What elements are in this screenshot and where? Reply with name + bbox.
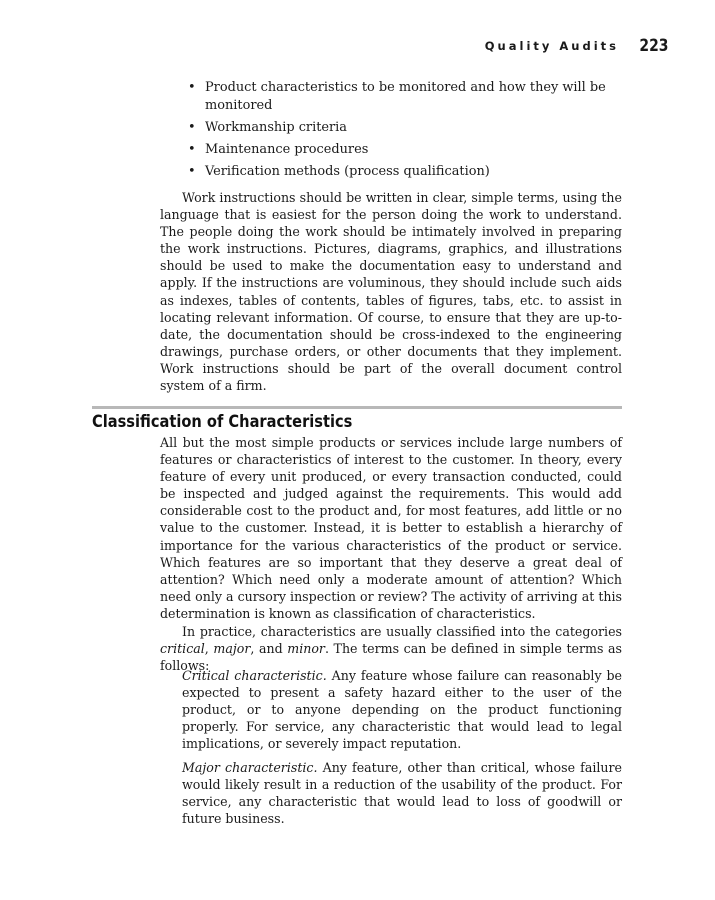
major-text: Any feature, other than critical, whose failure would likely result in a reduction of the usability of the product. For service, any characteristic that would lead to loss of goodwill or future business. — [182, 760, 622, 827]
section-heading: Classification of Characteristics — [92, 412, 353, 432]
bullet-item: • Workmanship criteria — [188, 119, 622, 137]
page-number: 223 — [638, 36, 668, 56]
major-characteristic-definition — [182, 759, 622, 827]
practice-comma: , — [204, 641, 214, 657]
running-head — [0, 36, 715, 58]
term-minor: minor — [287, 641, 325, 657]
section-rule — [92, 406, 622, 409]
critical-term: Critical characteristic. — [182, 668, 327, 683]
practice-lead: In practice, characteristics are usually classified into the categories — [182, 624, 622, 639]
term-critical: critical — [160, 641, 205, 657]
critical-text: Any feature whose failure can reasonably be expected to present a safety hazard either to the user of the product, or to anyone depending on the product functioning properly. For service, any characteristic that would lead to legal implications, or severely impact reputation. — [182, 668, 622, 752]
work-instructions-paragraph: Work instructions should be written in clear, simple terms, using the language that is easiest for the person doing the work to understand. The people doing the work should be intimately involved in preparing the work instructions. Pictures, diagrams, graphics, and illustrations should be used to make the documentation easy to understand and apply. If the instructions are voluminous, they should include such aids as indexes, tables of contents, tables of figures, tabs, etc. to assist in locating relevant information. Of course, to ensure that they are up-to-date, the documentation should be cross-indexed to the engineering drawings, purchase orders, or other documents that they implement. Work instructions should be part of the overall document control system of a firm. — [160, 190, 622, 394]
practice-tail: . The terms can be defined in simple terms as follows: — [160, 641, 622, 674]
critical-characteristic-definition — [182, 667, 622, 752]
practice-and: , and — [250, 641, 288, 657]
bullet-item: • Verification methods (process qualification) — [188, 163, 622, 181]
major-term: Major characteristic. — [182, 760, 318, 775]
bullet-item: • Maintenance procedures — [188, 141, 622, 159]
bullet-item: • Product characteristics to be monitored and how they will be monitored — [188, 79, 622, 114]
term-major: major — [213, 641, 251, 657]
running-title: Quality Audits — [484, 39, 619, 53]
bullet-list — [188, 79, 622, 185]
classification-intro-paragraph: All but the most simple products or services include large numbers of features or characteristics of interest to the customer. In theory, every feature of every unit produced, or every transaction conducted, could be inspected and judged against the requirements. This would add considerable cost to the product and, for most features, add little or no value to the customer. Instead, it is better to establish a hierarchy of importance for the various characteristics of the product or service. Which features are so important that they deserve a great deal of attention? Which need only a moderate amount of attention? Which need only a cursory inspection or review? The activity of arriving at this determination is known as classification of characteristics. — [160, 435, 622, 621]
